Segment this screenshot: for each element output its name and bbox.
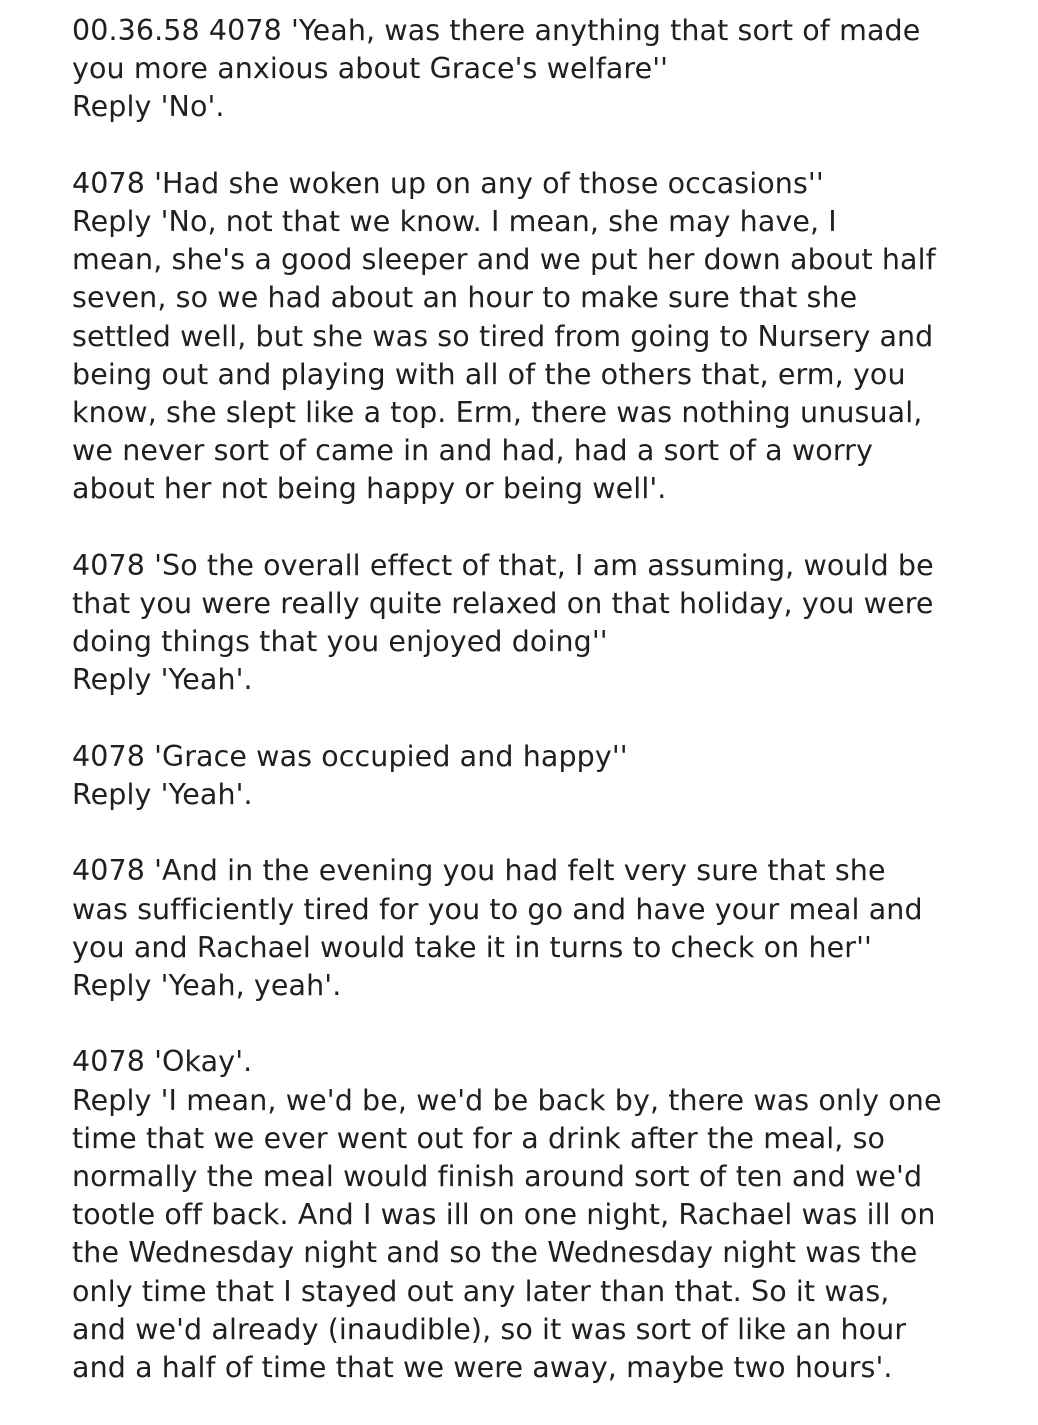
transcript-line: Reply 'Yeah'. xyxy=(72,778,253,812)
transcript-line: Reply 'Yeah'. xyxy=(72,663,253,697)
transcript-line: we never sort of came in and had, had a sort of a worry xyxy=(72,434,873,468)
transcript-line: Reply 'No'. xyxy=(72,90,225,124)
transcript-line: being out and playing with all of the others that, erm, you xyxy=(72,357,906,391)
transcript-line: tootle off back. And I was ill on one night, Rachael was ill on xyxy=(72,1198,936,1232)
transcript-line: was sufficiently tired for you to go and have your meal and xyxy=(72,892,923,926)
transcript-line: only time that I stayed out any later than that. So it was, xyxy=(72,1274,890,1308)
transcript-line: and a half of time that we were away, maybe two hours'. xyxy=(72,1351,893,1385)
transcript-line: and we'd already (inaudible), so it was sort of like an hour xyxy=(72,1312,907,1346)
transcript-exchange xyxy=(72,738,1002,814)
transcript-line: mean, she's a good sleeper and we put her down about half xyxy=(72,243,936,277)
transcript-exchange xyxy=(72,165,1002,509)
transcript-line: that you were really quite relaxed on that holiday, you were xyxy=(72,587,934,621)
transcript-exchange xyxy=(72,12,1002,127)
transcript-line: you more anxious about Grace's welfare'' xyxy=(72,52,669,86)
transcript-line: 00.36.58 4078 'Yeah, was there anything that sort of made xyxy=(72,14,921,47)
transcript-line: about her not being happy or being well'. xyxy=(72,472,667,506)
transcript-line: Reply 'No, not that we know. I mean, she may have, I xyxy=(72,205,837,238)
transcript-exchange xyxy=(72,1043,1002,1387)
transcript-line: 4078 'Had she woken up on any of those occasions'' xyxy=(72,166,824,200)
transcript-line: doing things that you enjoyed doing'' xyxy=(72,625,608,659)
transcript-line: seven, so we had about an hour to make sure that she xyxy=(72,281,858,315)
transcript-document xyxy=(72,12,1002,1425)
transcript-line: Reply 'Yeah, yeah'. xyxy=(72,969,342,1003)
transcript-line: settled well, but she was so tired from going to Nursery and xyxy=(72,319,934,353)
transcript-line: 4078 'Okay'. xyxy=(72,1045,253,1079)
transcript-line: the Wednesday night and so the Wednesday night was the xyxy=(72,1236,918,1270)
transcript-line: know, she slept like a top. Erm, there was nothing unusual, xyxy=(72,396,923,430)
transcript-line: normally the meal would finish around sort of ten and we'd xyxy=(72,1160,923,1194)
transcript-line: Reply 'I mean, we'd be, we'd be back by, there was only one xyxy=(72,1083,942,1117)
transcript-line: 4078 'Grace was occupied and happy'' xyxy=(72,739,628,773)
transcript-exchange xyxy=(72,547,1002,700)
transcript-line: 4078 'So the overall effect of that, I am assuming, would be xyxy=(72,548,934,582)
transcript-line: time that we ever went out for a drink after the meal, so xyxy=(72,1121,886,1155)
transcript-line: 4078 'And in the evening you had felt very sure that she xyxy=(72,854,886,888)
transcript-exchange xyxy=(72,852,1002,1005)
transcript-line: you and Rachael would take it in turns to check on her'' xyxy=(72,930,872,964)
